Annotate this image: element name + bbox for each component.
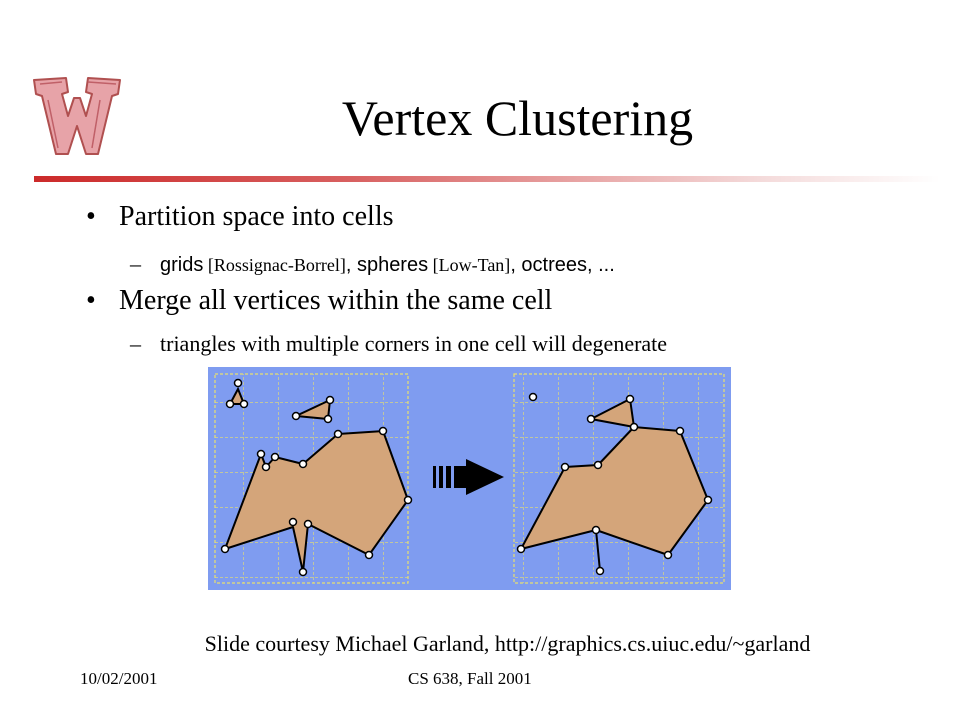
method-octrees: , octrees, ... [510, 254, 615, 276]
after-panel [514, 374, 724, 583]
vertex-clustering-figure [208, 367, 731, 590]
footer-course: CS 638, Fall 2001 [408, 669, 532, 688]
citation-low-tan: [Low-Tan] [428, 255, 511, 275]
method-spheres: , spheres [345, 254, 429, 276]
slide-title: Vertex Clustering [341, 90, 694, 146]
sub-bullet-dash: – [130, 331, 141, 356]
footer-date: 10/02/2001 [80, 669, 158, 688]
bullet-text: Partition space into cells [119, 201, 394, 232]
slide-credit: Slide courtesy Michael Garland, http://graphics.cs.uiuc.edu/~garland [204, 631, 811, 656]
bullet-mark: • [86, 285, 96, 316]
bullet-mark: • [86, 201, 96, 232]
bullet-text: Merge all vertices within the same cell [119, 285, 553, 316]
sub-bullet-text: triangles with multiple corners in one cell will degenerate [160, 331, 668, 356]
sub-bullet-text [160, 251, 615, 278]
title-rule [34, 176, 940, 182]
before-panel [215, 374, 412, 583]
method-grids: grids [160, 254, 204, 276]
sub-bullet-dash: – [130, 251, 141, 276]
citation-rossignac-borrel: [Rossignac-Borrel] [203, 255, 346, 275]
